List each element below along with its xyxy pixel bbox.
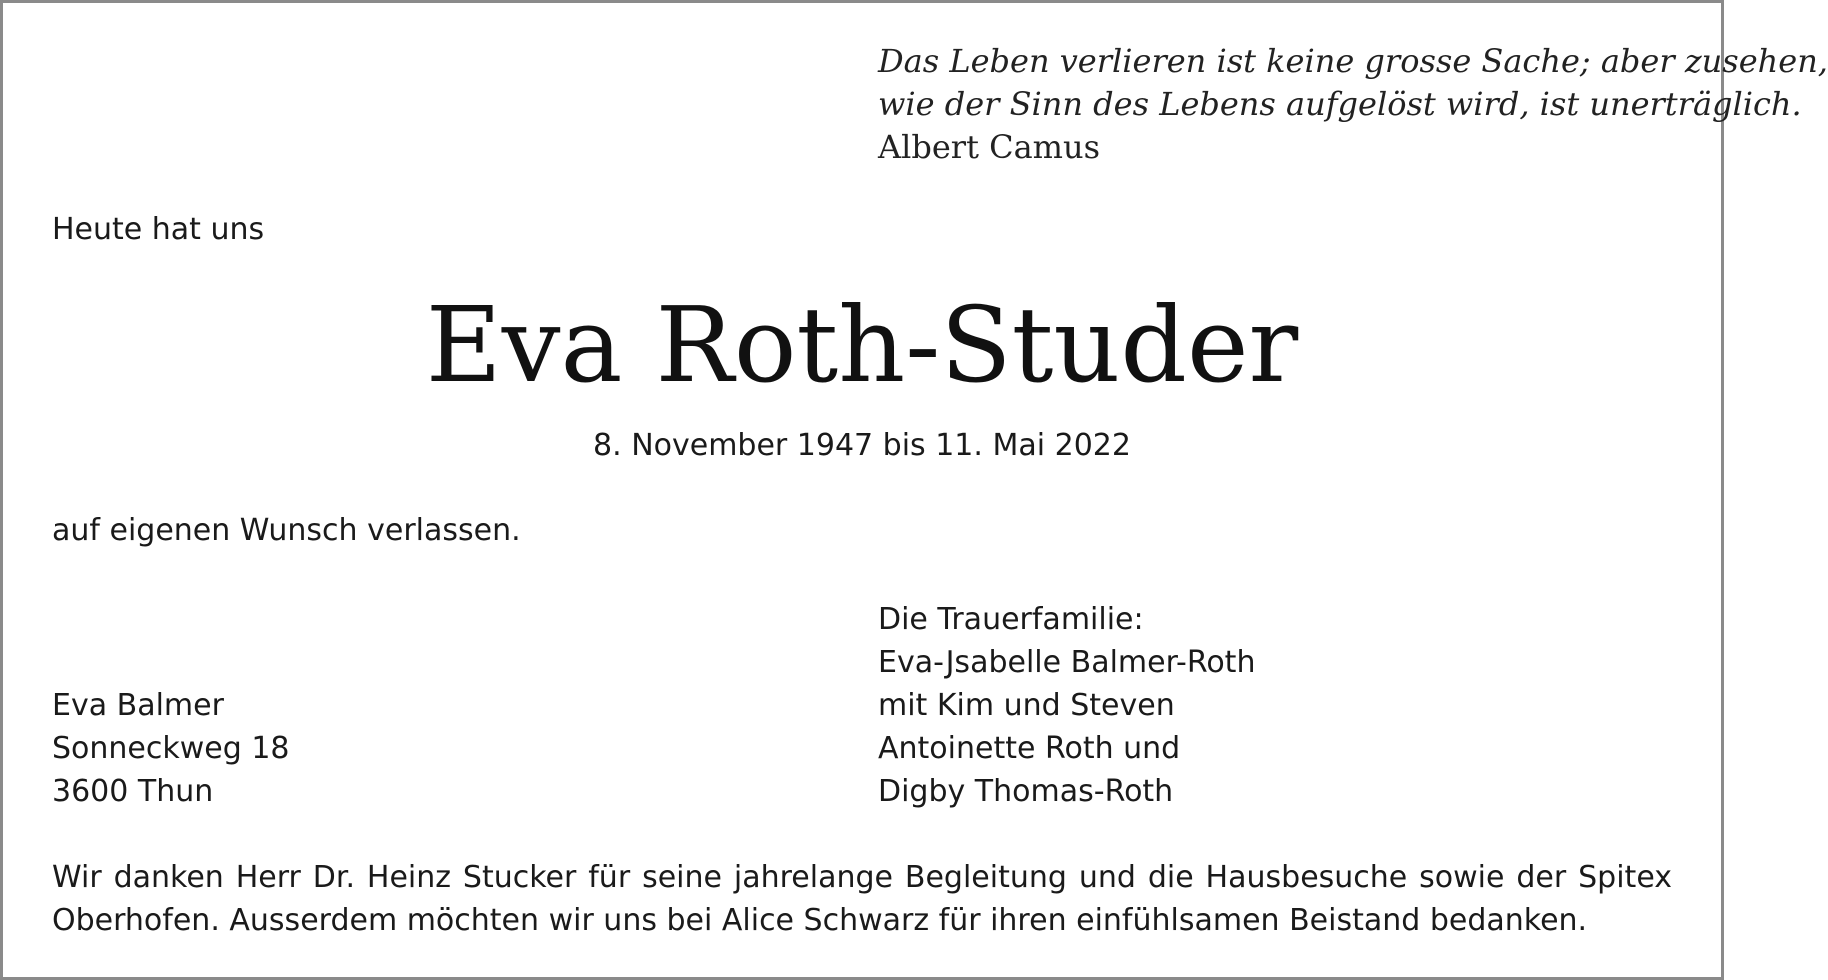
contact-address: [52, 684, 290, 813]
family-line: mit Kim und Steven: [878, 688, 1175, 723]
acknowledgement-text: Wir danken Herr Dr. Heinz Stucker für seine jahrelange Begleitung und die Hausbesuche sowie der Spitex Oberhofen. Ausserdem möchten wir uns bei Alice Schwarz für ihren einfühlsamen Beistand bedanken.: [52, 860, 1672, 938]
life-dates: 8. November 1947 bis 11. Mai 2022: [593, 428, 1131, 463]
deceased-name: Eva Roth-Studer: [425, 284, 1299, 406]
address-line: Sonneckweg 18: [52, 731, 290, 766]
family-line: Antoinette Roth und: [878, 731, 1181, 766]
family-line: Eva-Jsabelle Balmer-Roth: [878, 645, 1256, 680]
quote-line-1: Das Leben verlieren ist keine grosse Sache; aber zusehen,: [878, 42, 1828, 80]
address-line: 3600 Thun: [52, 774, 214, 809]
outro-text: auf eigenen Wunsch verlassen.: [52, 513, 521, 548]
address-line: Eva Balmer: [52, 688, 224, 723]
mourning-family: [878, 598, 1255, 813]
quote-line-2: wie der Sinn des Lebens aufgelöst wird, ist unerträglich.: [878, 85, 1802, 123]
quote-author: Albert Camus: [878, 128, 1101, 166]
family-line: Die Trauerfamilie:: [878, 602, 1144, 637]
epigraph-quote: [878, 40, 1828, 169]
family-line: Digby Thomas-Roth: [878, 774, 1174, 809]
intro-text: Heute hat uns: [52, 212, 265, 247]
